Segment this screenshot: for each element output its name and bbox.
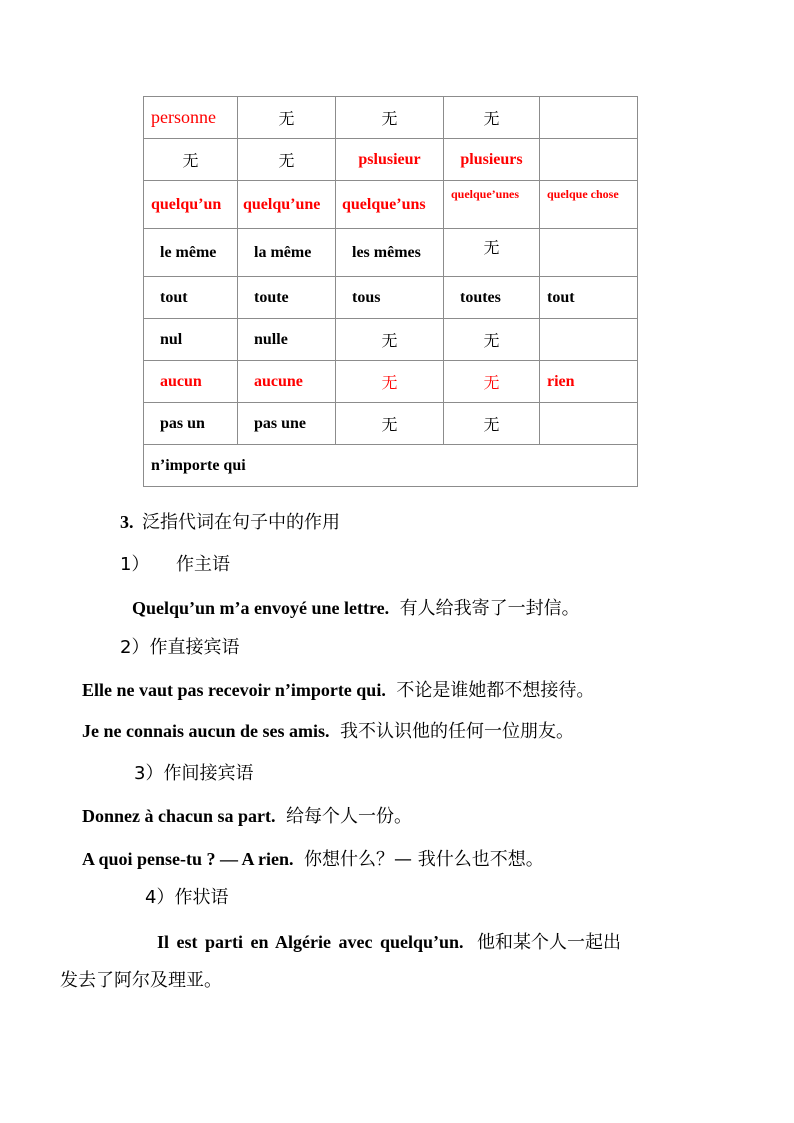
table-cell: plusieurs [444, 139, 540, 181]
pronoun-table [143, 96, 638, 487]
subsection-title: 作直接宾语 [149, 637, 240, 658]
table-cell [540, 229, 638, 277]
chinese-translation: 你想什么？— 我什么也不想。 [304, 849, 544, 870]
table-cell: quelqu’une [238, 181, 336, 229]
table-row [144, 319, 638, 361]
subsection-3 [134, 759, 253, 785]
table-cell: nul [144, 319, 238, 361]
example-continuation [60, 966, 222, 992]
table-cell: personne [144, 97, 238, 139]
chinese-translation: 有人给我寄了一封信。 [399, 598, 580, 619]
table-cell: toute [238, 277, 336, 319]
table-cell: 无 [444, 319, 540, 361]
subsection-label: 1） [120, 554, 150, 575]
subsection-title: 作间接宾语 [163, 763, 254, 784]
table-cell: le même [144, 229, 238, 277]
french-sentence: Donnez à chacun sa part. [82, 806, 276, 826]
example-sentence [82, 802, 412, 828]
table-cell: 无 [238, 97, 336, 139]
section-heading [120, 508, 340, 534]
table-cell: quelqu’un [144, 181, 238, 229]
french-sentence: Elle ne vaut pas recevoir n’importe qui. [82, 680, 386, 700]
table-row [144, 97, 638, 139]
subsection-label: 3） [134, 763, 164, 784]
french-sentence: Il est parti en Algérie avec quelqu’un. [157, 932, 464, 952]
table-cell: aucune [238, 361, 336, 403]
french-sentence: Quelqu’un m’a envoyé une lettre. [132, 598, 390, 618]
table-cell: aucun [144, 361, 238, 403]
french-sentence: Je ne connais aucun de ses amis. [82, 721, 330, 741]
chinese-translation: 他和某个人一起出 [477, 932, 621, 953]
chinese-translation: 发去了阿尔及理亚。 [60, 970, 222, 991]
subsection-title: 作主语 [175, 554, 230, 575]
table-cell: 无 [336, 403, 444, 445]
table-cell [540, 97, 638, 139]
example-sentence [82, 717, 574, 743]
table-row [144, 229, 638, 277]
chinese-translation: 不论是谁她都不想接待。 [396, 680, 595, 701]
table-row [144, 139, 638, 181]
table-cell: quelque’unes [444, 181, 540, 229]
table-cell: tout [540, 277, 638, 319]
table-cell: 无 [238, 139, 336, 181]
table-cell: 无 [444, 403, 540, 445]
heading-text: 泛指代词在句子中的作用 [142, 512, 340, 533]
table-cell [540, 139, 638, 181]
table-cell: quelque’uns [336, 181, 444, 229]
table-cell: 无 [444, 361, 540, 403]
chinese-translation: 我不认识他的任何一位朋友。 [340, 721, 575, 742]
heading-number: 3. [120, 512, 134, 532]
table-cell [540, 403, 638, 445]
table-row [144, 403, 638, 445]
table-cell: n’importe qui [144, 445, 638, 487]
table-cell: quelque chose [540, 181, 638, 229]
table-cell: pas un [144, 403, 238, 445]
table-cell: 无 [336, 319, 444, 361]
subsection-label: 4） [145, 887, 175, 908]
table-cell: rien [540, 361, 638, 403]
table-cell: toutes [444, 277, 540, 319]
table-cell: 无 [144, 139, 238, 181]
table-row [144, 445, 638, 487]
subsection-2 [120, 633, 239, 659]
table-cell: 无 [336, 97, 444, 139]
table-cell: 无 [444, 97, 540, 139]
french-sentence: A quoi pense-tu ? — A rien. [82, 849, 294, 869]
example-sentence [132, 594, 580, 620]
chinese-translation: 给每个人一份。 [286, 806, 413, 827]
subsection-1 [120, 550, 230, 576]
table-cell: tous [336, 277, 444, 319]
example-sentence [82, 845, 544, 871]
example-sentence [82, 676, 594, 702]
table-cell: 无 [336, 361, 444, 403]
table-cell: nulle [238, 319, 336, 361]
example-sentence [157, 928, 621, 954]
table-row [144, 361, 638, 403]
table-cell: la même [238, 229, 336, 277]
subsection-title: 作状语 [174, 887, 229, 908]
table-cell [540, 319, 638, 361]
table-cell: 无 [444, 229, 540, 277]
subsection-4 [145, 883, 228, 909]
table-row [144, 181, 638, 229]
table-row [144, 277, 638, 319]
table-cell: pslusieur [336, 139, 444, 181]
table-cell: tout [144, 277, 238, 319]
subsection-label: 2） [120, 637, 150, 658]
table-cell: pas une [238, 403, 336, 445]
table-cell: les mêmes [336, 229, 444, 277]
